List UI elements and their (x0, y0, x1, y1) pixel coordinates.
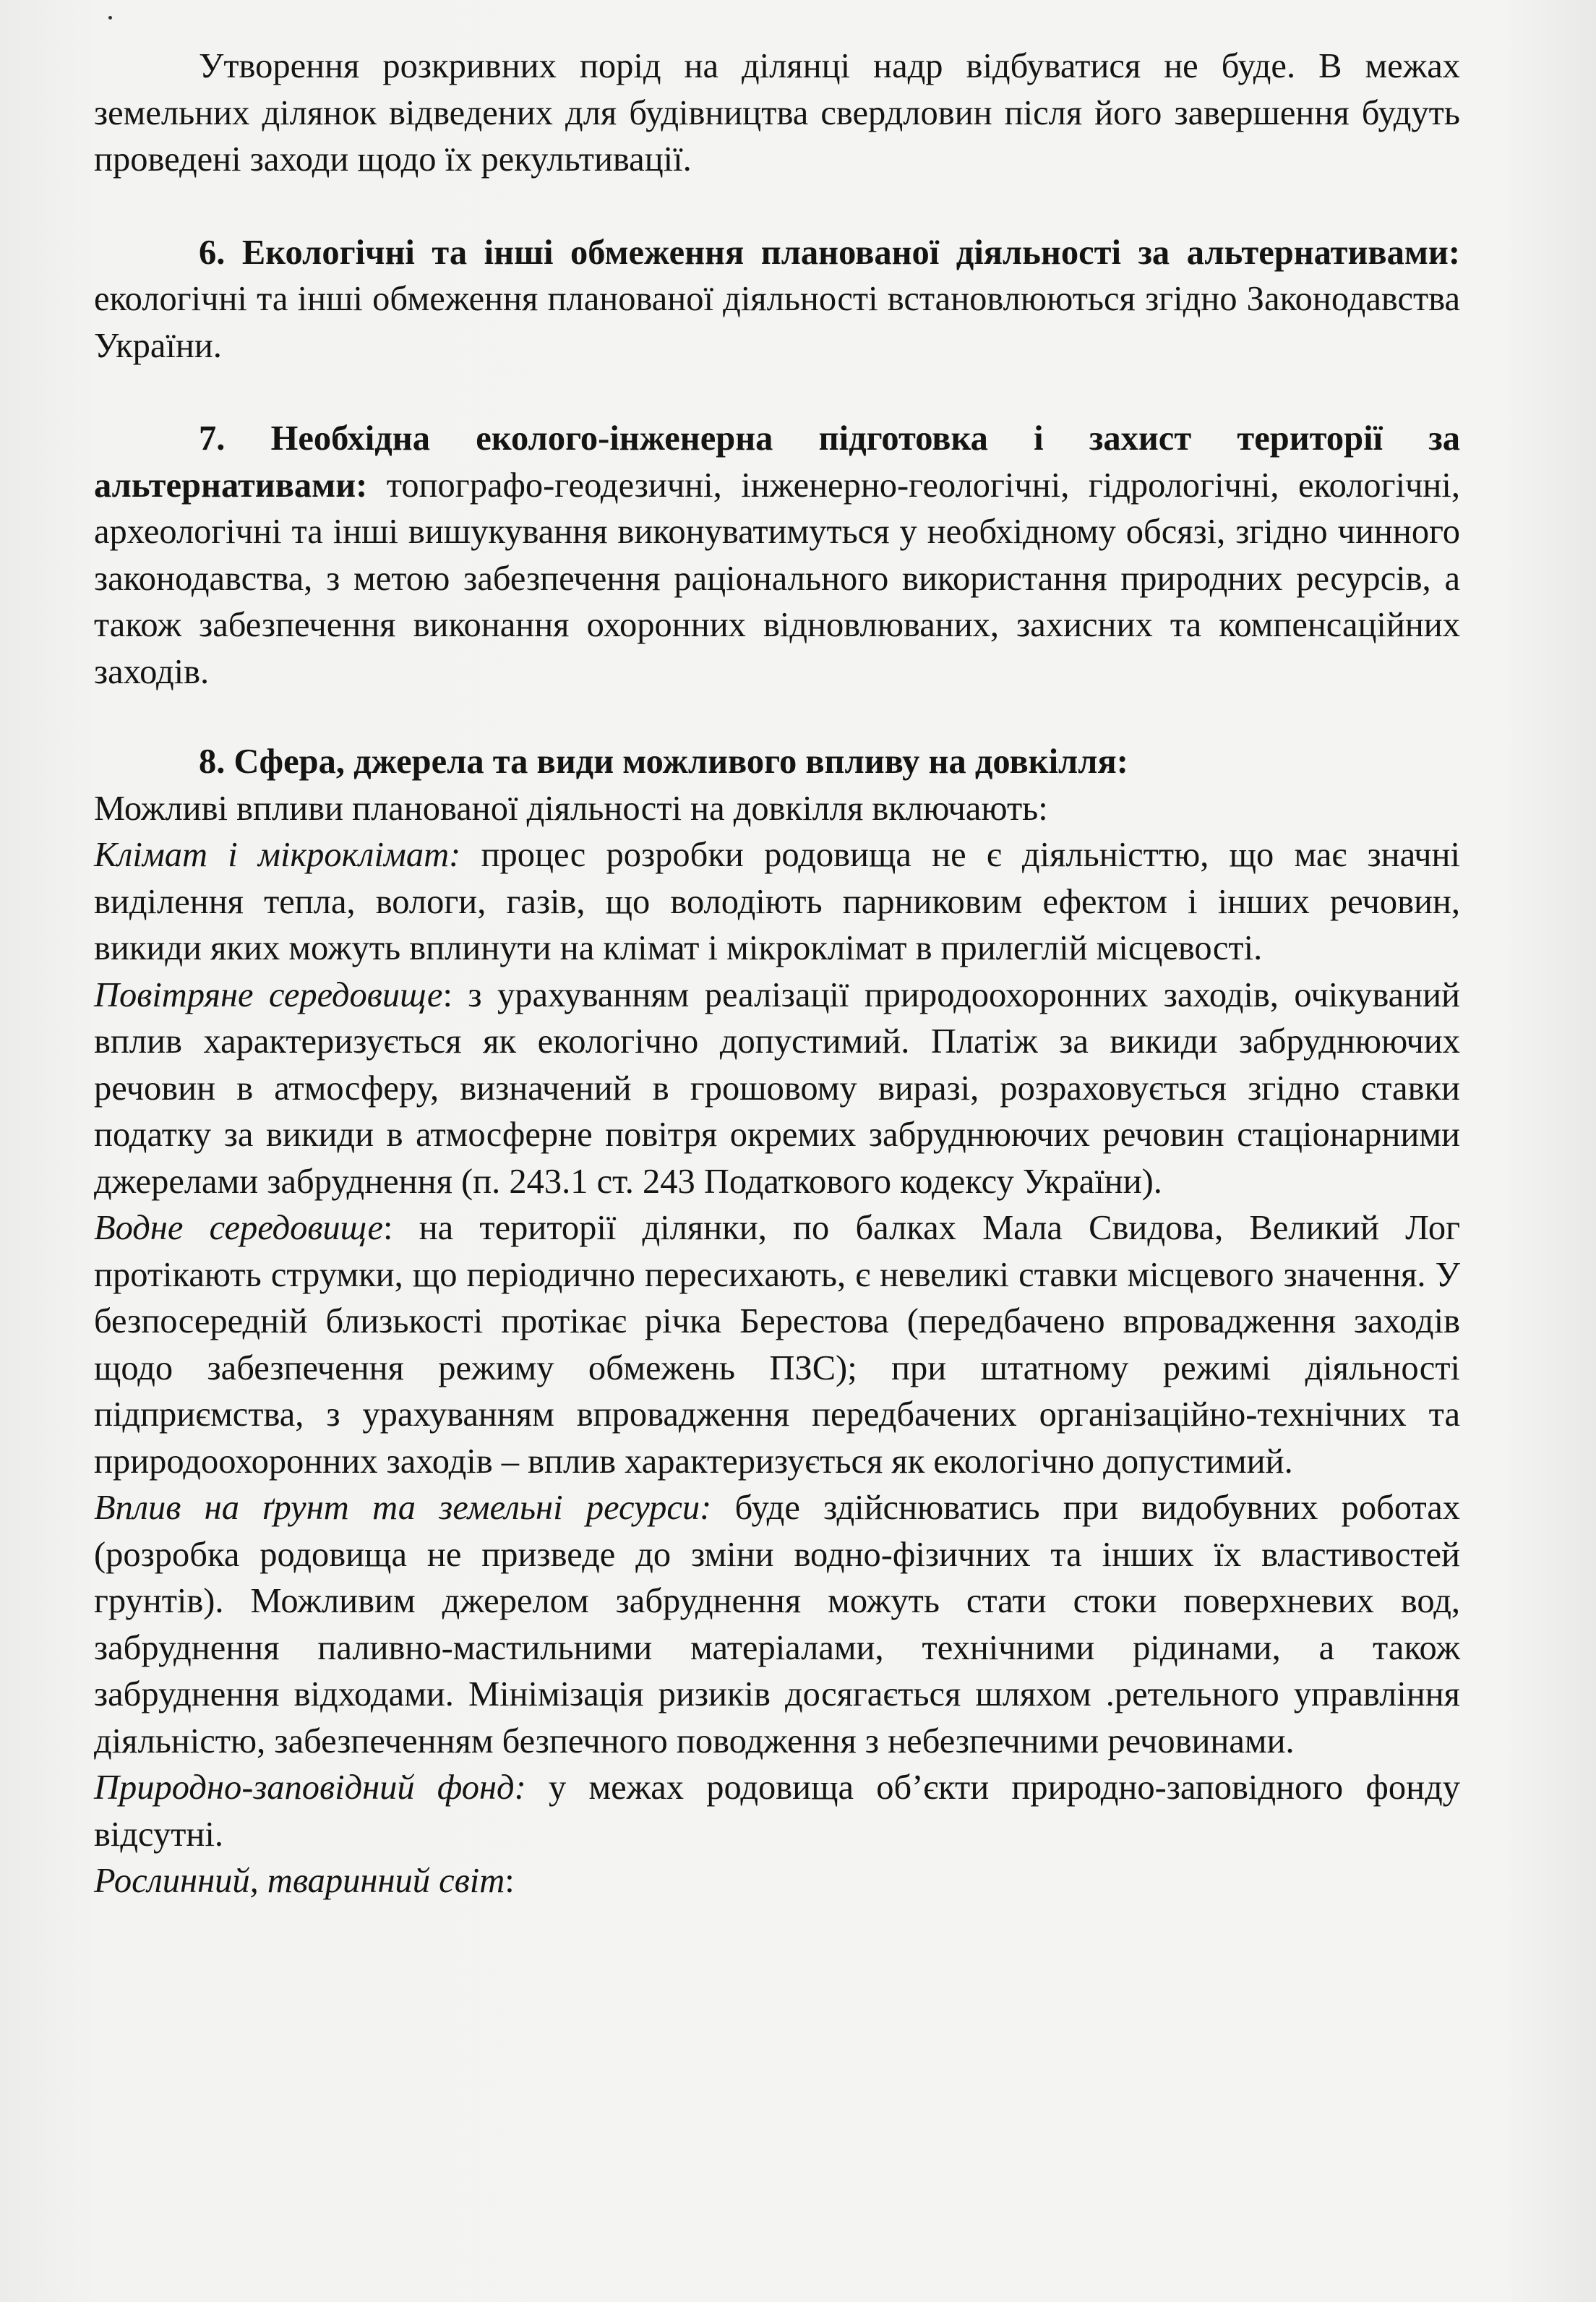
water-text: : на території ділянки, по балках Мала Свидова, Великий Лог протікають струмки, що періодично пересихають, є невеликі ставки місцевого значення. У безпосередній близькості протікає річка Берестова (передбачено впровадження заходів щодо забезпечення режиму обмежень ПЗС); при штатному режимі діяльності підприємства, з урахуванням впровадження передбачених організаційно-технічних та природоохоронних заходів – вплив характеризується як екологічно допустимий. (94, 1209, 1460, 1481)
section-6-text: екологічні та інші обмеження планованої діяльності встановлюються згідно Законодавства України. (94, 280, 1460, 365)
paragraph-overburden: Утворення розкривних порід на ділянці надр відбуватися не буде. В межах земельних ділянок відведених для будівництва свердловин після його завершення будуть проведені заходи щодо їх рекультивації. (94, 47, 1460, 179)
section-7 (94, 416, 1460, 696)
section-7-heading: 7. Необхідна еколого-інженерна підготовка і захист території за альтернативами: (94, 419, 1460, 505)
reserve-label: Природно-заповідний фонд: (94, 1768, 526, 1807)
reserve-paragraph (94, 1765, 1460, 1858)
soil-label: Вплив на ґрунт та земельні ресурси: (94, 1489, 712, 1527)
air-text: : з урахуванням реалізації природоохоронних заходів, очікуваний вплив характеризується як екологічно допустимий. Платіж за викиди забруднюючих речовин в атмосферу, визначений в грошовому виразі, розраховується згідно ставки податку за викиди в атмосферне повітря окремих забруднюючих речовин стаціонарними джерелами забруднення (п. 243.1 ст. 243 Податкового кодексу України). (94, 975, 1460, 1201)
air-label: Повітряне середовище (94, 975, 443, 1014)
flora-text: : (505, 1862, 515, 1900)
section-6 (94, 230, 1460, 370)
section-8-heading-text: 8. Сфера, джерела та види можливого впливу на довкілля: (199, 743, 1128, 781)
section-8-heading (94, 739, 1460, 786)
water-paragraph (94, 1205, 1460, 1485)
water-label: Водне середовище (94, 1209, 383, 1247)
air-paragraph (94, 972, 1460, 1206)
soil-paragraph (94, 1485, 1460, 1765)
section-6-heading: 6. Екологічні та інші обмеження планованої діяльності за альтернативами: (199, 233, 1460, 272)
flora-label: Рослинний, тваринний світ (94, 1862, 505, 1900)
climate-paragraph (94, 832, 1460, 972)
section-7-text: топографо-геодезичні, інженерно-геологічні, гідрологічні, екологічні, археологічні та інші вишукування виконуватимуться у необхідному обсязі, згідно чинного законодавства, з метою забезпечення раціонального використання природних ресурсів, а також забезпечення виконання охоронних відновлюваних, захисних та компенсаційних заходів. (94, 466, 1460, 691)
reserve-text: у межах родовища об’єкти природно-заповідного фонду відсутні. (94, 1768, 1460, 1854)
climate-text: процес розробки родовища не є діяльністтю, що має значні виділення тепла, вологи, газів, що володіють парниковим ефектом і інших речовин, викиди яких можуть вплинути на клімат і мікроклімат в прилеглій місцевості. (94, 836, 1460, 967)
flora-paragraph (94, 1858, 1460, 1905)
scan-speck (108, 16, 112, 20)
climate-label: Клімат і мікроклімат: (94, 836, 461, 874)
document-body (94, 43, 1460, 1905)
section-8-intro: Можливі впливи планованої діяльності на довкілля включають: (94, 789, 1048, 828)
soil-text: буде здійснюватись при видобувних роботах (розробка родовища не призведе до зміни водно-фізичних та інших їх властивостей грунтів). Можливим джерелом забруднення можуть стати стоки поверхневих вод, забруднення паливно-мастильними матеріалами, технічними рідинами, а також забруднення відходами. Мінімізація ризиків досягається шляхом .ретельного управління діяльністю, забезпеченням безпечного поводження з небезпечними речовинами. (94, 1489, 1461, 1760)
